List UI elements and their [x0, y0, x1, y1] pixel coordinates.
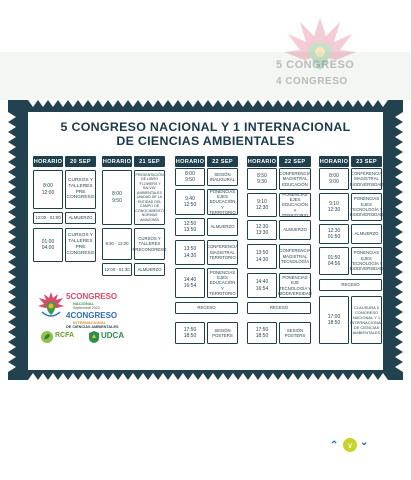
- border-triangle: [8, 232, 16, 242]
- border-triangle: [308, 100, 318, 107]
- border-triangle: [108, 100, 118, 107]
- time-cell: 17:50 18:50: [175, 322, 205, 344]
- border-triangle: [278, 373, 288, 380]
- border-triangle: [348, 100, 358, 107]
- border-triangle: [258, 100, 268, 107]
- accessibility-badge[interactable]: ∨: [343, 438, 357, 452]
- header-horario-1: HORARIO: [33, 156, 63, 167]
- border-triangle: [395, 142, 403, 152]
- event-cell: CURSOS Y TALLERES PRE CONGRESO: [65, 228, 96, 262]
- time-cell: 9:10 12:30: [319, 193, 349, 221]
- border-triangle: [395, 112, 403, 122]
- border-triangle: [68, 100, 78, 107]
- time-cell: 12:30 13:30: [247, 220, 277, 240]
- border-triangle: [8, 142, 16, 152]
- border-triangle: [88, 100, 98, 107]
- border-triangle: [8, 282, 16, 292]
- border-triangle: [108, 373, 118, 380]
- border-triangle: [8, 122, 16, 132]
- border-triangle: [208, 373, 218, 380]
- border-triangle: [328, 373, 338, 380]
- border-triangle: [308, 373, 318, 380]
- border-triangle: [8, 172, 16, 182]
- header-20sep: 20 SEP: [65, 156, 96, 167]
- border-triangle: [8, 262, 16, 272]
- border-triangle: [168, 100, 178, 107]
- schedule-poster: [8, 100, 403, 380]
- border-triangle: [395, 332, 403, 342]
- time-cell: 9:10 12:30: [247, 193, 277, 217]
- border-triangle: [138, 373, 148, 380]
- border-triangle: [118, 100, 128, 107]
- border-triangle: [48, 373, 58, 380]
- time-cell: 12:50 13:50: [175, 218, 205, 236]
- border-triangle: [8, 212, 16, 222]
- border-triangle: [178, 100, 188, 107]
- border-triangle: [218, 100, 228, 107]
- border-triangle: [395, 182, 403, 192]
- faded-title-2: 4 CONGRESO: [276, 76, 348, 87]
- border-triangle: [8, 312, 16, 322]
- time-cell: 9:30 - 12:00: [102, 228, 132, 260]
- border-triangle: [118, 373, 128, 380]
- time-cell: 13:50 14:30: [247, 244, 277, 269]
- time-cell: 12:00 - 01:00: [33, 212, 63, 224]
- border-triangle: [8, 362, 16, 372]
- border-triangle: [395, 342, 403, 352]
- header-horario-3: HORARIO: [175, 156, 205, 167]
- border-triangle: [168, 373, 178, 380]
- border-triangle: [318, 100, 328, 107]
- border-triangle: [38, 373, 48, 380]
- event-cell: SESIÓN INAUGURAL: [207, 168, 238, 186]
- event-cell: ALMUERZO: [207, 218, 238, 236]
- logo-5congreso-date: Septiembre 2023: [73, 306, 100, 310]
- border-triangle: [288, 100, 298, 107]
- border-triangle: [8, 242, 16, 252]
- header-22sep-b: 22 SEP: [279, 156, 311, 167]
- border-triangle: [58, 100, 68, 107]
- event-cell-receso: RECESO: [247, 302, 311, 314]
- border-triangle: [328, 100, 338, 107]
- scroll-down-icon[interactable]: ⌄: [360, 437, 369, 448]
- border-triangle: [128, 100, 138, 107]
- border-triangle: [8, 292, 16, 302]
- logo-4congreso-line: DE CIENCIAS AMBIENTALES: [66, 325, 119, 329]
- border-triangle: [395, 202, 403, 212]
- logo-rcfa: RCFA: [55, 332, 75, 339]
- event-cell: CONFERENCIA MAGISTRAL EDUCACIÓN: [279, 168, 311, 190]
- border-triangle: [8, 192, 16, 202]
- border-triangle: [395, 242, 403, 252]
- border-triangle: [395, 302, 403, 312]
- event-cell: PONENCIAS EJES EDUCACIÓN Y TERRITORIO: [207, 268, 238, 298]
- border-triangle: [298, 373, 308, 380]
- border-triangle: [238, 373, 248, 380]
- event-cell: ALMUERZO: [134, 263, 165, 276]
- border-triangle: [8, 222, 16, 232]
- border-triangle: [98, 100, 108, 107]
- logo-5congreso-sub: NACIONAL: [73, 301, 95, 306]
- border-triangle: [98, 373, 108, 380]
- border-triangle: [8, 272, 16, 282]
- border-triangle: [228, 100, 238, 107]
- event-cell: CONFERENCIA MAGISTRAL TECNOLOGÍA: [279, 244, 311, 269]
- border-triangle: [188, 100, 198, 107]
- border-triangle: [48, 100, 58, 107]
- border-triangle: [228, 373, 238, 380]
- border-triangle: [38, 100, 48, 107]
- border-triangle: [198, 100, 208, 107]
- border-triangle: [358, 100, 368, 107]
- border-triangle: [238, 100, 248, 107]
- border-triangle: [8, 132, 16, 142]
- border-triangle: [8, 162, 16, 172]
- border-triangle: [148, 373, 158, 380]
- border-triangle: [68, 373, 78, 380]
- border-triangle: [58, 373, 68, 380]
- header-horario-2: HORARIO: [102, 156, 132, 167]
- border-triangle: [395, 272, 403, 282]
- border-triangle: [8, 112, 16, 122]
- border-triangle: [128, 373, 138, 380]
- event-cell: PONENCIAS EJE TECNOLOGÍA Y BIODIVERSIDAD: [279, 273, 311, 298]
- border-triangle: [395, 172, 403, 182]
- border-triangle: [88, 373, 98, 380]
- time-cell: 14:40 16:54: [247, 273, 277, 298]
- border-triangle: [378, 100, 388, 107]
- border-triangle: [8, 332, 16, 342]
- border-triangle: [8, 252, 16, 262]
- border-triangle: [138, 100, 148, 107]
- border-triangle: [278, 100, 288, 107]
- event-cell: SESIÓN POSTERS: [207, 322, 238, 344]
- border-triangle: [258, 373, 268, 380]
- border-triangle: [395, 282, 403, 292]
- border-triangle: [158, 373, 168, 380]
- header-horario-4: HORARIO: [247, 156, 277, 167]
- event-cell: SESIÓN POSTERS: [279, 322, 311, 344]
- header-22sep-a: 22 SEP: [207, 156, 238, 167]
- event-cell: PONENCIAS EJES EDUCACIÓN Y TERRITORIO: [279, 193, 311, 217]
- border-triangle: [188, 373, 198, 380]
- event-cell: ALMUERZO: [65, 212, 96, 224]
- time-cell: 01:50 04:56: [319, 247, 349, 275]
- rcfa-leaf-icon: [40, 330, 54, 344]
- event-cell: CURSOS Y TALLERES PRECONGRESO: [134, 228, 165, 260]
- border-triangle: [395, 292, 403, 302]
- poster-content: [28, 112, 383, 370]
- scroll-up-icon[interactable]: ⌃: [330, 440, 339, 451]
- border-triangle: [395, 162, 403, 172]
- border-triangle: [178, 373, 188, 380]
- border-triangle: [158, 100, 168, 107]
- border-triangle: [8, 152, 16, 162]
- border-triangle: [208, 100, 218, 107]
- event-cell: CONFERENCIA MAGISTRAL TERRITORIO: [207, 240, 238, 265]
- border-triangle: [338, 373, 348, 380]
- time-cell: 8:00 9:50: [102, 170, 132, 225]
- border-triangle: [198, 373, 208, 380]
- event-cell: PONENCIAS EJES TECNOLOGÍA Y BIODIVERSIDAD: [351, 193, 382, 221]
- border-triangle: [318, 373, 328, 380]
- time-cell: 17:50 18:50: [247, 322, 277, 344]
- time-cell: 8:00 9:00: [319, 168, 349, 190]
- border-triangle: [218, 373, 228, 380]
- event-cell: CURSOS Y TALLERES PRE CONGRESO: [65, 170, 96, 209]
- border-triangle: [378, 373, 388, 380]
- time-cell: 13:50 14:30: [175, 240, 205, 265]
- time-cell: 9:40 12:50: [175, 189, 205, 215]
- event-cell: PONENCIAS EJES EDUCACIÓN Y TERRITORIO: [207, 189, 238, 215]
- border-triangle: [248, 373, 258, 380]
- border-triangle: [8, 352, 16, 362]
- border-triangle: [28, 373, 38, 380]
- logo-4congreso-sub: INTERNACIONAL: [73, 320, 107, 325]
- border-triangle: [348, 373, 358, 380]
- border-triangle: [298, 100, 308, 107]
- border-triangle: [395, 132, 403, 142]
- congress-emblem-logo: [36, 290, 66, 320]
- border-triangle: [78, 100, 88, 107]
- time-cell: 12:00 - 01:30: [102, 263, 132, 276]
- border-triangle: [368, 100, 378, 107]
- border-triangle: [8, 322, 16, 332]
- border-triangle: [268, 373, 278, 380]
- event-cell-receso: RECESO: [175, 302, 238, 314]
- border-triangle: [395, 312, 403, 322]
- border-triangle: [8, 342, 16, 352]
- border-triangle: [28, 100, 38, 107]
- event-cell: CLAUSURA 5 CONGRESO NACIONAL Y 1 INTERNACIONAL DE CIENCIAS AMBIENTALES: [351, 296, 382, 344]
- poster-title-line2: DE CIENCIAS AMBIENTALES: [116, 134, 295, 148]
- border-triangle: [148, 100, 158, 107]
- border-triangle: [338, 100, 348, 107]
- border-triangle: [395, 212, 403, 222]
- event-cell: CONFERENCIA MAGISTRAL BIODIVERSIDAD: [351, 168, 382, 190]
- udca-shield-icon: [88, 330, 100, 344]
- border-triangle: [395, 252, 403, 262]
- border-triangle: [395, 322, 403, 332]
- logo-5congreso: 5CONGRESO: [66, 292, 118, 301]
- border-triangle: [8, 202, 16, 212]
- time-cell: 8:00 12:00: [33, 170, 63, 209]
- border-triangle: [8, 182, 16, 192]
- event-cell: ALMUERZO: [351, 224, 382, 244]
- border-triangle: [368, 373, 378, 380]
- time-cell: 01:00 04:00: [33, 228, 63, 262]
- border-triangle: [288, 373, 298, 380]
- border-triangle: [395, 362, 403, 372]
- logo-udca: UDCA: [101, 331, 125, 340]
- border-triangle: [395, 232, 403, 242]
- time-cell: 17:00 18:50: [319, 296, 349, 344]
- logo-4congreso: 4CONGRESO: [66, 311, 118, 320]
- border-triangle: [8, 302, 16, 312]
- border-triangle: [395, 192, 403, 202]
- border-triangle: [395, 262, 403, 272]
- event-cell: PRESENTACIÓN DE LIBRO "FLOWERS Y SALVIA" AMBIENTALES UNIDAD DE LA ENTIDAD DEL CAMPO DE CONOCIMIENTO NORMAS AMAZONÍA: [134, 170, 165, 225]
- header-21sep: 21 SEP: [134, 156, 165, 167]
- border-triangle: [358, 373, 368, 380]
- header-horario-5: HORARIO: [319, 156, 349, 167]
- border-triangle: [395, 352, 403, 362]
- event-cell: PONENCIAS EJES TECNOLOGÍA Y BIODIVERSIDAD: [351, 247, 382, 275]
- time-cell: 12:30 01:50: [319, 224, 349, 244]
- time-cell: 14:40 16:54: [175, 268, 205, 298]
- faded-title-1: 5 CONGRESO: [276, 59, 355, 71]
- border-triangle: [78, 373, 88, 380]
- poster-title-line1: 5 CONGRESO NACIONAL Y 1 INTERNACIONAL: [60, 120, 351, 134]
- time-cell: 8:00 9:50: [175, 168, 205, 186]
- border-triangle: [248, 100, 258, 107]
- event-cell: ALMUERZO: [279, 220, 311, 240]
- border-triangle: [395, 152, 403, 162]
- header-23sep: 23 SEP: [351, 156, 382, 167]
- border-triangle: [395, 222, 403, 232]
- time-cell: 8:50 9:30: [247, 168, 277, 190]
- event-cell-receso: RECESO: [319, 279, 382, 291]
- border-triangle: [268, 100, 278, 107]
- border-triangle: [395, 122, 403, 132]
